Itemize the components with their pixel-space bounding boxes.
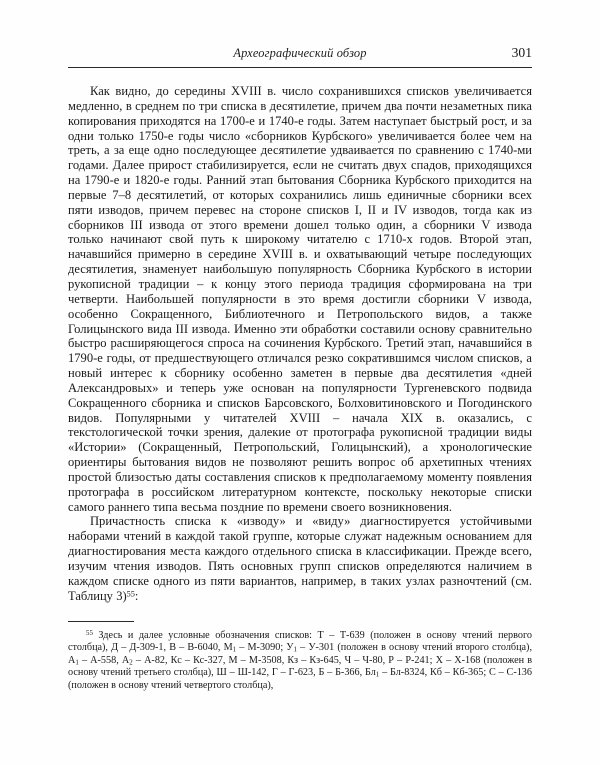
- paragraph-2-text: Причастность списка к «изводу» и «виду» диагностируется устойчивыми наборами чтений в каждой такой группе, которые служат надежным основанием для диагностирования места каждого отдельного списка в классификации. Прежде всего, изучим чтения изводов. Пять основных групп списков определяются наличием в каждом списке одного из пяти вариантов, например, в таких узлах разночтений (см. Таблицу 3): [68, 514, 532, 603]
- footnote-body: Здесь и далее условные обозначения списков: Т – Т-639 (положен в основу чтений первого столбца), Д – Д-309-1, В – В-6040, $М_1 - М-3090$; $У_1 - У-301$ (положен в основу чтений второго столбца), $А_1 - А-558$, $А_2 - А-82$, Кс – Кс-327, М – М-3508, Кз – Кз-645, Ч – Ч-80, Р – Р-241; Х – Х-168 (положен в основу чтений третьего столбца), Ш – Ш-142, Г – Г-623, Б – Б-366, $Бл_1 - Бл-8324$, Кб – Кб-365; С – С-136 (положен в основу чтений четвертого столбца),: [68, 629, 533, 691]
- footnote-separator-rule: [68, 621, 134, 622]
- header-rule: [68, 67, 532, 68]
- footnote-subscript: 1: [375, 672, 380, 680]
- running-head: [68, 46, 532, 72]
- footnote-55: [68, 630, 532, 693]
- page-content-column: [68, 0, 532, 693]
- footnote-number: 55: [86, 629, 93, 637]
- paragraph-1: Как видно, до середины XVIII в. число сохранившихся списков увеличивается медленно, в среднем по три списка в десятилетие, причем два почти незаметных пика копирования приходятся на 1700-е и 1740-е годы. Затем наступает быстрый рост, и за одни только 1750-е годы число «сборников Курбского» увеличивается более чем на треть, а за еще одно последующее десятилетие удваивается по сравнению с 1740-ми годами. Далее прирост стабилизируется, если не считать двух спадов, приходящихся на 1790-е и 1820-е годы. Ранний этап бытования Сборника Курбского приходится на первые 7–8 десятилетий, от которых сохранились лишь единичные сборники всех пяти изводов, причем перевес на стороне списков I, II и IV изводов, тогда как из сборников III извода от этого времени дошел только один, а сборники V извода только начинают свой путь к широкому читателю с 1710-х годов. Второй этап, начавшийся примерно в середине XVIII в. и охватывающий четыре последующих десятилетия, знаменует наибольшую популярность Сборника Курбского в истории рукописной традиции – к концу этого периода традиция сформирована на три четверти. Наибольшей популярности в это время достигли сборники V извода, особенно Сокращенного, Библиотечного и Петропольского видов, а также Голицынского вида III извода. Именно эти обработки составили основу сравнительно быстро расширяющегося спроса на сочинения Курбского. Третий этап, начавшийся в 1790-е годы, от предшествующего отличался резко сократившимся числом списков, а новый интерес к сборнику особенно заметен в первые два десятилетия «дней Александровых» и теперь уже основан на популярности Тургеневского подвида Сокращенного сборника и списков Барсовского, Болховитиновского и Погодинского видов. Популярными у читателей XVIII – начала XIX в. оказались, с текстологической точки зрения, далекие от протографа рукописной традиции виды «Истории» (Сокращенный, Петропольский, Голицынский), а хронологические ориентиры бытования видов не позволяют решить вопрос об архетипных чтениях простой близостью даты составления списков к предполагаемому моменту появления протографа в российском литературном контексте, поскольку некоторые списки самого раннего типа весьма поздние по времени своего возникновения.: [68, 84, 532, 514]
- paragraph-2-tail: :: [134, 588, 139, 603]
- footnote-block: [68, 621, 532, 693]
- footnote-subscript: 1: [75, 659, 79, 667]
- running-head-title: Археографический обзор: [233, 46, 367, 60]
- footnote-reference-marker[interactable]: 55: [126, 588, 135, 598]
- footnote-subscript: 1: [293, 646, 297, 654]
- footnote-subscript: 1: [232, 646, 237, 654]
- body-text: [68, 84, 532, 604]
- paragraph-2: [68, 514, 532, 603]
- page-number: 301: [511, 45, 532, 60]
- footnote-subscript: 2: [129, 659, 133, 667]
